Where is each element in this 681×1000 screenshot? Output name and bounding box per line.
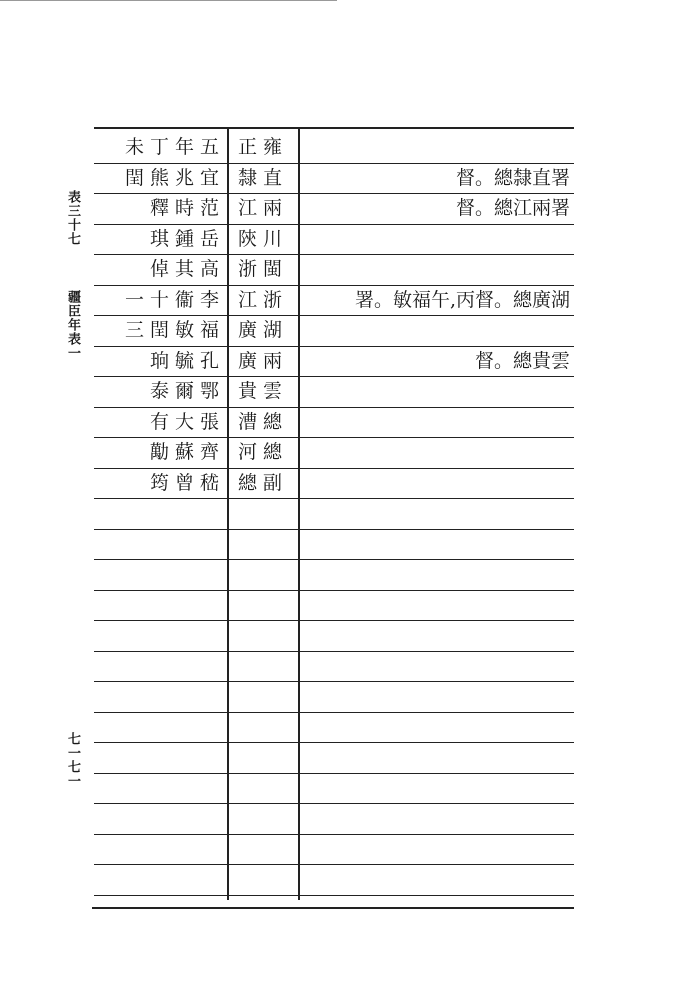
- column-divider-1: [227, 128, 229, 900]
- row-separator: [94, 559, 574, 560]
- table-cell-mid: 隸直: [237, 167, 288, 189]
- table-cell-right: 督。總隸直署: [455, 167, 570, 189]
- table-cell-mid: 陝川: [237, 228, 288, 250]
- row-separator: [94, 773, 574, 774]
- row-separator: [94, 407, 574, 408]
- page-number: 七一七一: [65, 732, 80, 788]
- table-cell-left: 筠曾嵇: [149, 472, 225, 494]
- row-separator: [94, 620, 574, 621]
- table-cell-left: 有大張: [149, 411, 225, 433]
- row-separator: [94, 468, 574, 469]
- table-cell-mid: 河總: [237, 441, 288, 463]
- row-separator: [94, 712, 574, 713]
- row-separator: [94, 437, 574, 438]
- table-cell-left: 未丁年五: [124, 136, 225, 158]
- table-cell-right: 督。總貴雲: [474, 350, 570, 372]
- table-cell-left: 釋時范: [149, 197, 225, 219]
- row-separator: [94, 163, 574, 164]
- table-cell-left: 一十衞李: [124, 289, 225, 311]
- row-separator: [94, 895, 574, 896]
- table-cell-left: 勱蘇齊: [149, 441, 225, 463]
- table-cell-mid: 廣兩: [237, 350, 288, 372]
- table-cell-mid: 江兩: [237, 197, 288, 219]
- table-cell-mid: 廣湖: [237, 319, 288, 341]
- row-separator: [94, 742, 574, 743]
- table-cell-right: 督。總江兩署: [455, 197, 570, 219]
- table-cell-mid: 浙閩: [237, 258, 288, 280]
- row-separator: [94, 285, 574, 286]
- row-separator: [94, 254, 574, 255]
- row-separator: [94, 193, 574, 194]
- side-label-title: 疆臣年表一: [65, 290, 80, 360]
- table-cell-mid: 貴雲: [237, 380, 288, 402]
- row-separator: [94, 346, 574, 347]
- row-separator: [94, 315, 574, 316]
- row-separator: [94, 376, 574, 377]
- row-separator: [94, 681, 574, 682]
- row-separator: [94, 834, 574, 835]
- table-cell-mid: 正雍: [237, 136, 288, 158]
- table-cell-mid: 漕總: [237, 411, 288, 433]
- table-top-border: [94, 127, 574, 129]
- table-cell-left: 倬其高: [149, 258, 225, 280]
- row-separator: [94, 590, 574, 591]
- row-separator: [94, 224, 574, 225]
- row-separator: [94, 498, 574, 499]
- row-separator: [94, 529, 574, 530]
- top-stray-line: [0, 0, 337, 1]
- table-bottom-border: [92, 907, 574, 909]
- table-cell-left: 三閏敏福: [124, 319, 225, 341]
- side-label-table-number: 表三十七: [65, 190, 80, 246]
- table-cell-left: 珦毓孔: [149, 350, 225, 372]
- table-cell-left: 閏熊兆宜: [124, 167, 225, 189]
- row-separator: [94, 651, 574, 652]
- table-cell-mid: 總副: [237, 472, 288, 494]
- table-cell-left: 琪鍾岳: [149, 228, 225, 250]
- table-cell-left: 泰爾鄂: [149, 380, 225, 402]
- table-cell-right: 署。敏福午,丙督。總廣湖: [354, 289, 570, 311]
- table-cell-mid: 江浙: [237, 289, 288, 311]
- row-separator: [94, 864, 574, 865]
- column-divider-2: [298, 128, 300, 900]
- row-separator: [94, 803, 574, 804]
